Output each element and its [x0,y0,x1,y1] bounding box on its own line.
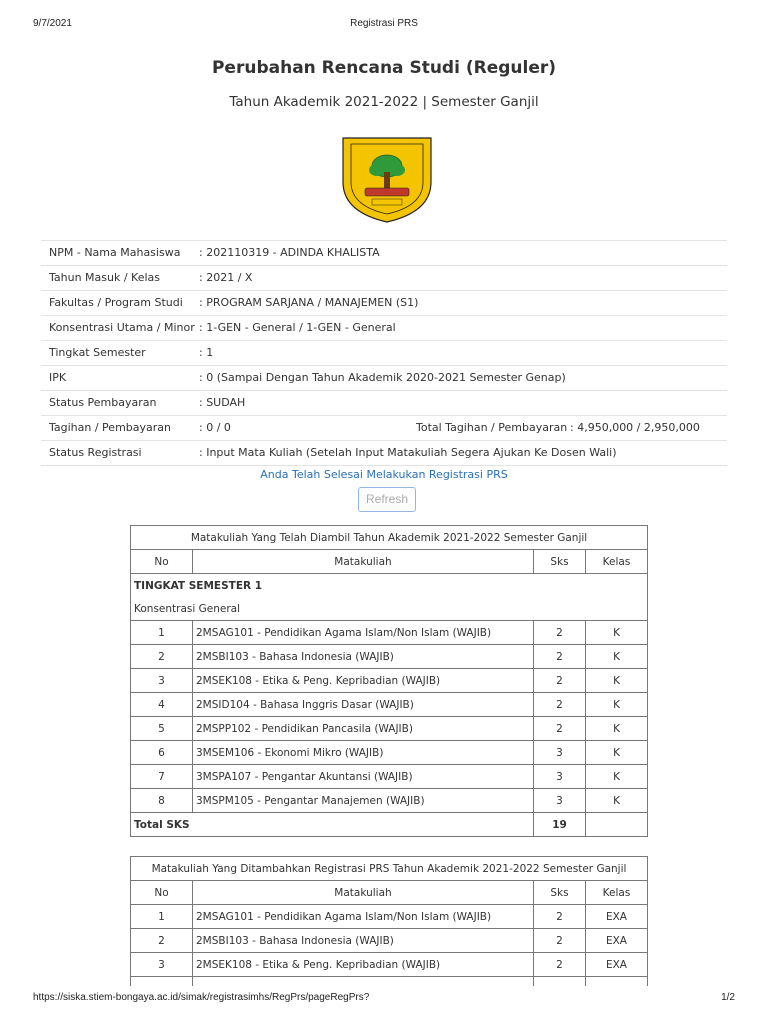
cell-matakuliah: 3MSPA107 - Pengantar Akuntansi (WAJIB) [193,765,534,789]
cell-no: 2 [131,929,193,953]
total-label: Total SKS [131,813,534,837]
cell-matakuliah: 2MSPP102 - Pendidikan Pancasila (WAJIB) [193,717,534,741]
header-matakuliah: Matakuliah [193,550,534,574]
cell-sks: 2 [534,621,586,645]
print-page-number: 1/2 [721,992,735,1003]
cell-kelas: K [586,645,648,669]
header-sks: Sks [534,881,586,905]
cell-no: 6 [131,741,193,765]
cell-kelas: EXA [586,929,648,953]
table-row-partial [131,977,648,987]
cell-no: 4 [131,693,193,717]
page-title: Perubahan Rencana Studi (Reguler) [211,58,557,78]
cell-matakuliah: 2MSAG101 - Pendidikan Agama Islam/Non Islam (WAJIB) [193,905,534,929]
registration-done-message: Anda Telah Selesai Melakukan Registrasi PRS [260,468,508,481]
header-no: No [131,550,193,574]
cell-matakuliah: 2MSID104 - Bahasa Inggris Dasar (WAJIB) [193,693,534,717]
subsection-heading: Konsentrasi General [131,597,648,621]
total-row [131,813,648,837]
cell-no: 1 [131,621,193,645]
cell-sks: 3 [534,741,586,765]
cell-sks: 2 [534,645,586,669]
cell-empty [193,977,534,987]
cell-no: 7 [131,765,193,789]
total-sks: 19 [534,813,586,837]
cell-matakuliah: 3MSPM105 - Pengantar Manajemen (WAJIB) [193,789,534,813]
cell-kelas: K [586,669,648,693]
info-label: Tagihan / Pembayaran [49,421,171,434]
cell-no: 8 [131,789,193,813]
info-value: : 0 / 0 [199,421,231,434]
cell-sks: 2 [534,669,586,693]
info-value: : Input Mata Kuliah (Setelah Input Matakuliah Segera Ajukan Ke Dosen Wali) [199,446,617,459]
info-label: Status Registrasi [49,446,142,459]
table-row [131,669,648,693]
cell-matakuliah: 2MSEK108 - Etika & Peng. Kepribadian (WAJIB) [193,953,534,977]
info-label: Fakultas / Program Studi [49,296,183,309]
table-row [131,789,648,813]
cell-matakuliah: 3MSEM106 - Ekonomi Mikro (WAJIB) [193,741,534,765]
cell-matakuliah: 2MSAG101 - Pendidikan Agama Islam/Non Islam (WAJIB) [193,621,534,645]
info-label: Tahun Masuk / Kelas [49,271,161,284]
info-value: : 1-GEN - General / 1-GEN - General [199,321,396,334]
cell-sks: 2 [534,717,586,741]
info-label: Tingkat Semester [49,346,146,359]
table-caption: Matakuliah Yang Ditambahkan Registrasi PRS Tahun Akademik 2021-2022 Semester Ganjil [131,857,648,881]
info-value: : 0 (Sampai Dengan Tahun Akademik 2020-2021 Semester Genap) [199,371,566,384]
header-matakuliah: Matakuliah [193,881,534,905]
total-empty-cell [586,813,648,837]
cell-kelas: EXA [586,905,648,929]
cell-kelas: K [586,693,648,717]
table-row [131,765,648,789]
section-heading: TINGKAT SEMESTER 1 [131,574,648,598]
print-url: https://siska.stiem-bongaya.ac.id/simak/registrasimhs/RegPrs/pageRegPrs? [33,992,370,1003]
info-label-total-tagihan: Total Tagihan / Pembayaran [416,421,568,434]
table-row [131,693,648,717]
cell-empty [534,977,586,987]
header-kelas: Kelas [586,881,648,905]
cell-no: 1 [131,905,193,929]
cell-no: 3 [131,953,193,977]
info-value: : 2021 / X [199,271,253,284]
info-value: : 1 [199,346,214,359]
info-value-total-tagihan: : 4,950,000 / 2,950,000 [570,421,700,434]
courses-added-table [130,856,648,986]
info-value: : 202110319 - ADINDA KHALISTA [199,246,380,259]
cell-sks: 2 [534,953,586,977]
cell-no: 3 [131,669,193,693]
cell-kelas: EXA [586,953,648,977]
cell-matakuliah: 2MSBI103 - Bahasa Indonesia (WAJIB) [193,929,534,953]
table-caption: Matakuliah Yang Telah Diambil Tahun Akademik 2021-2022 Semester Ganjil [131,526,648,550]
cell-matakuliah: 2MSBI103 - Bahasa Indonesia (WAJIB) [193,645,534,669]
courses-taken-table [130,525,648,837]
info-value: : PROGRAM SARJANA / MANAJEMEN (S1) [199,296,419,309]
table-row [131,905,648,929]
table-row [131,741,648,765]
info-label: IPK [49,371,67,384]
table-row [131,929,648,953]
cell-kelas: K [586,741,648,765]
cell-empty [586,977,648,987]
cell-kelas: K [586,621,648,645]
table-row [131,645,648,669]
header-kelas: Kelas [586,550,648,574]
refresh-button[interactable]: Refresh [358,487,416,512]
header-no: No [131,881,193,905]
cell-kelas: K [586,717,648,741]
cell-sks: 3 [534,765,586,789]
info-value: : SUDAH [199,396,246,409]
page-subtitle: Tahun Akademik 2021-2022 | Semester Ganjil [229,94,539,110]
cell-no: 2 [131,645,193,669]
table-row [131,717,648,741]
table-row [131,621,648,645]
table-row [131,953,648,977]
cell-sks: 2 [534,693,586,717]
header-sks: Sks [534,550,586,574]
cell-sks: 2 [534,905,586,929]
cell-sks: 3 [534,789,586,813]
cell-kelas: K [586,765,648,789]
cell-matakuliah: 2MSEK108 - Etika & Peng. Kepribadian (WAJIB) [193,669,534,693]
info-label: Status Pembayaran [49,396,157,409]
print-title: Registrasi PRS [350,18,418,29]
info-label: Konsentrasi Utama / Minor [49,321,195,334]
cell-no: 5 [131,717,193,741]
cell-kelas: K [586,789,648,813]
cell-sks: 2 [534,929,586,953]
cell-empty [131,977,193,987]
print-date: 9/7/2021 [33,18,72,29]
info-label: NPM - Nama Mahasiswa [49,246,181,259]
